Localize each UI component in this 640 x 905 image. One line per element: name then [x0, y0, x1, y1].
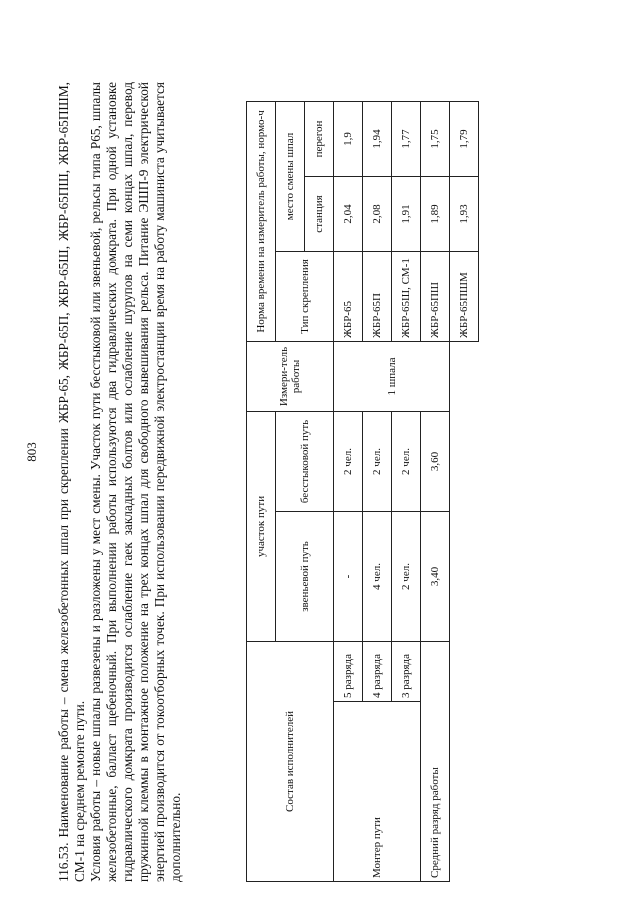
jointless-count: 2 чел. [363, 411, 392, 511]
norm-station: 1,89 [421, 176, 450, 251]
table-row [334, 101, 363, 881]
header-norm: Норма времени на измеритель работы, нормо-ч [247, 101, 276, 341]
norm-station: 1,93 [450, 176, 479, 251]
table-row [450, 101, 479, 881]
fastening-type: ЖБР-65П [363, 251, 392, 341]
header-section: участок пути [247, 411, 276, 641]
header-fastening: Тип скрепления [276, 251, 334, 341]
rotated-content [20, 12, 620, 892]
grade-cell: 4 разряда [363, 641, 392, 701]
header-row-1 [247, 101, 276, 881]
grade-cell: 5 разряда [334, 641, 363, 701]
header-station: станция [305, 176, 334, 251]
avg-jointless: 3,60 [421, 411, 450, 511]
fastening-type: ЖБР-65 [334, 251, 363, 341]
avg-grade-label: Средний разряд работы [421, 641, 450, 881]
jointless-count: 2 чел. [334, 411, 363, 511]
fastening-type: ЖБР-65ПШМ [450, 251, 479, 341]
header-composition: Состав исполнителей [247, 641, 334, 881]
meter-value: 1 шпала [334, 341, 450, 411]
norm-haul: 1,75 [421, 101, 450, 176]
work-conditions: Условия работы – новые шпалы развезены и разложены у мест смены. Участок пути бесстыковой или звеньевой, рельсы типа Р65, шпалы железобетонные, балласт щебеночный. При выполнении работы используются два гидравлических домкрата. При одной установке гидравлического домкрата производится ослабление гаек закладных болтов или ослабление шурупов на семи концах шпал, перевод пружинной клеммы в монтажное положение на трех концах шпал для свободного вывешивания рельса. Питание ЭШП-9 электрической энергией производится от токоотборных точек. При использовании передвижной электростанции время на работу машиниста учитывается дополнительно. [88, 82, 184, 882]
header-meter: Измери-тель работы [247, 341, 334, 411]
page-number: 803 [24, 442, 39, 462]
norm-station: 1,91 [392, 176, 421, 251]
jointed-count: 2 чел. [392, 511, 421, 641]
jointless-count: 2 чел. [392, 411, 421, 511]
work-title: 116.53. Наименование работы – смена железобетонных шпал при скреплении ЖБР-65, ЖБР-65П, ЖБР-65Ш, ЖБР-65ПШ, ЖБР-65ПШМ, СМ-1 на среднем ремонте пути. [56, 82, 88, 882]
norm-haul: 1,9 [334, 101, 363, 176]
jointed-count: 4 чел. [363, 511, 392, 641]
worker-name: Монтер пути [334, 702, 421, 882]
time-norm-table [246, 101, 479, 882]
fastening-type: ЖБР-65Ш, СМ-1 [392, 251, 421, 341]
grade-cell: 3 разряда [392, 641, 421, 701]
norm-haul: 1,77 [392, 101, 421, 176]
norm-haul: 1,94 [363, 101, 392, 176]
jointed-count: - [334, 511, 363, 641]
fastening-type: ЖБР-65ПШ [421, 251, 450, 341]
norm-station: 2,08 [363, 176, 392, 251]
norm-station: 2,04 [334, 176, 363, 251]
avg-jointed: 3,40 [421, 511, 450, 641]
header-jointed: звеньевой путь [276, 511, 334, 641]
norm-haul: 1,79 [450, 101, 479, 176]
header-jointless: бесстыковой путь [276, 411, 334, 511]
header-place: место смены шпал [276, 101, 305, 251]
header-haul: перегон [305, 101, 334, 176]
